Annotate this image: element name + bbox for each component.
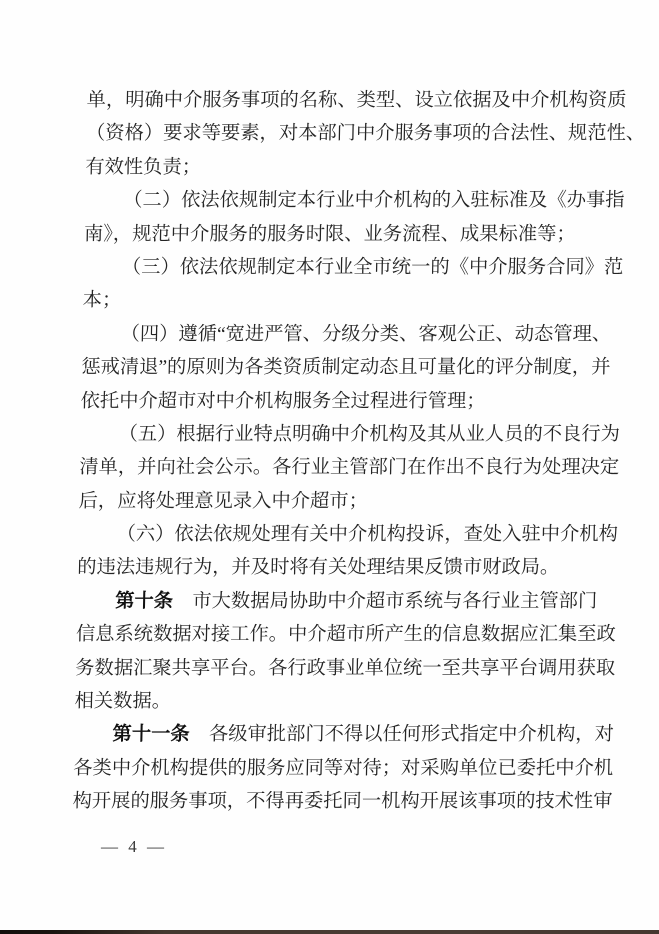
text-line: 信息系统数据对接工作。中介超市所产生的信息数据应汇集至政 (75, 624, 617, 646)
text-line: （四）遵循“宽进严管、分级分类、客观公正、动态管理、 (120, 323, 612, 345)
text-line: 依托中介超市对中介机构服务全过程进行管理； (80, 390, 486, 412)
text-line: 后，应将处理意见录入中介超市； (78, 490, 369, 512)
page-number: — 4 — (101, 837, 167, 856)
text-line: 的违法违规行为，并及时将有关处理结果反馈市财政局。 (77, 557, 560, 579)
text-line: 相关数据。 (74, 691, 172, 713)
text-line: 本； (82, 290, 122, 312)
text-line: 第十一条 各级审批部门不得以任何形式指定中介机构，对 (112, 724, 615, 746)
text-line: （三）依法依规制定本行业全市统一的《中介服务合同》范 (121, 256, 624, 278)
text-line: 第十条 市大数据局协助中介超市系统与各行业主管部门 (114, 590, 598, 612)
text-line: （五）根据行业特点明确中介机构及其从业人员的不良行为 (118, 423, 621, 445)
text-line: 惩戒清退”的原则为各类资质制定动态且可量化的评分制度，并 (81, 357, 611, 379)
document-body (72, 84, 647, 819)
article-number: 第十条 (114, 590, 174, 612)
text-line: （六）依法依规处理有关中介机构投诉，查处入驻中介机构 (116, 524, 619, 546)
text-line: 南》，规范中介服务的服务时限、业务流程、成果标准等； (83, 223, 576, 245)
text-line: 单，明确中介服务事项的名称、类型、设立依据及中介机构资质 (86, 90, 627, 111)
text-line: 清单，并向社会公示。各行业主管部门在作出不良行为处理决定 (79, 457, 620, 479)
article-number: 第十一条 (112, 724, 190, 746)
text-line: 务数据汇聚共享平台。各行政事业单位统一至共享平台调用获取 (75, 657, 616, 679)
scan-bottom-edge (0, 930, 659, 934)
text-line: 各类中介机构提供的服务应同等对待；对采购单位已委托中介机 (73, 757, 614, 779)
text-line: 构开展的服务事项，不得再委托同一机构开展该事项的技术性审 (72, 791, 613, 813)
text-line: （资格）要求等要素，对本部门中介服务事项的合法性、规范性、 (85, 123, 646, 145)
text-line: （二）依法依规制定本行业中介机构的入驻标准及《办事指 (123, 190, 625, 212)
text-line: 有效性负责； (85, 156, 202, 178)
